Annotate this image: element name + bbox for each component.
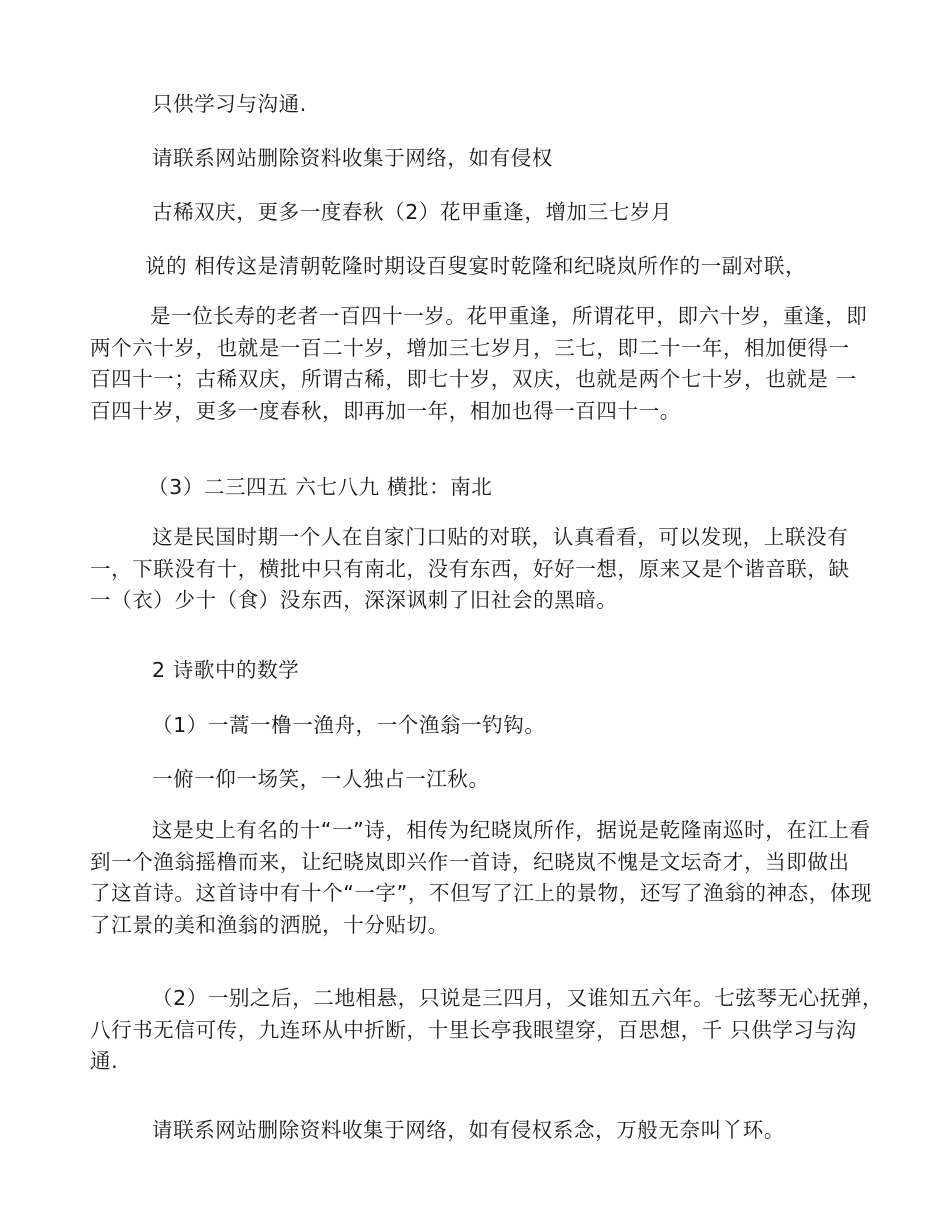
section-heading-poetry: 2 诗歌中的数学 bbox=[152, 658, 300, 682]
paragraph-couplet-2: 古稀双庆，更多一度春秋（2）花甲重逢，增加三七岁月 bbox=[152, 200, 673, 224]
text-line: 了这首诗。这首诗中有十个“一字”，不但写了江上的景物，还写了渔翁的神态，体现 bbox=[90, 881, 873, 905]
paragraph-poem-1-line-2: 一俯一仰一场笑，一人独占一江秋。 bbox=[152, 767, 490, 791]
text-line: 两个六十岁，也就是一百二十岁，增加三七岁月，三七，即二十一年，相加便得一 bbox=[90, 335, 850, 360]
text-line: 通. bbox=[90, 1049, 119, 1073]
paragraph-notice: 只供学习与沟通. bbox=[152, 92, 307, 116]
paragraph-copyright-2: 请联系网站删除资料收集于网络，如有侵权系念，万般无奈叫丫环。 bbox=[152, 1118, 785, 1142]
paragraph-poem-1-line-1: （1）一蒿一橹一渔舟，一个渔翁一钓钩。 bbox=[152, 713, 546, 737]
text-line: 八行书无信可传，九连环从中折断，十里长亭我眼望穿，百思想，千 只供学习与沟 bbox=[90, 1017, 857, 1042]
text-line: 了江景的美和渔翁的洒脱，十分贴切。 bbox=[90, 912, 449, 937]
text-line: 这是史上有名的十“一”诗，相传为纪晓岚所作，据说是乾隆南巡时，在江上看 bbox=[152, 818, 871, 842]
text-line: 百四十一；古稀双庆，所谓古稀，即七十岁，双庆，也就是两个七十岁，也就是 一 bbox=[90, 367, 857, 391]
paragraph-poem-1-explanation bbox=[90, 815, 872, 941]
paragraph-couplet-explanation bbox=[90, 301, 867, 427]
text-line: 百四十岁，更多一度春秋，即再加一年，相加也得一百四十一。 bbox=[90, 398, 681, 423]
paragraph-poem-2 bbox=[90, 983, 883, 1078]
paragraph-copyright: 请联系网站删除资料收集于网络，如有侵权 bbox=[152, 146, 553, 170]
paragraph-couplet-3: （3）二三四五 六七八九 横批：南北 bbox=[148, 475, 493, 499]
text-line: 是一位长寿的老者一百四十一岁。花甲重逢，所谓花甲，即六十岁，重逢，即 bbox=[150, 304, 868, 328]
text-line: 一（衣）少十（食）没东西，深深讽刺了旧社会的黑暗。 bbox=[90, 588, 618, 612]
text-line: 到一个渔翁摇橹而来，让纪晓岚即兴作一首诗，纪晓岚不愧是文坛奇才，当即做出 bbox=[90, 849, 850, 874]
text-line: （2）一别之后，二地相悬，只说是三四月，又谁知五六年。七弦琴无心抚弹， bbox=[152, 986, 884, 1010]
text-line: 这是民国时期一个人在自家门口贴的对联，认真看看，可以发现，上联没有 bbox=[152, 525, 849, 549]
text-line: 一，下联没有十，横批中只有南北，没有东西，好好一想，原来又是个谐音联，缺 bbox=[90, 556, 850, 581]
paragraph-couplet-origin: 说的 相传这是清朝乾隆时期设百叟宴时乾隆和纪晓岚所作的一副对联， bbox=[145, 254, 807, 278]
paragraph-couplet-3-explanation bbox=[90, 522, 850, 617]
